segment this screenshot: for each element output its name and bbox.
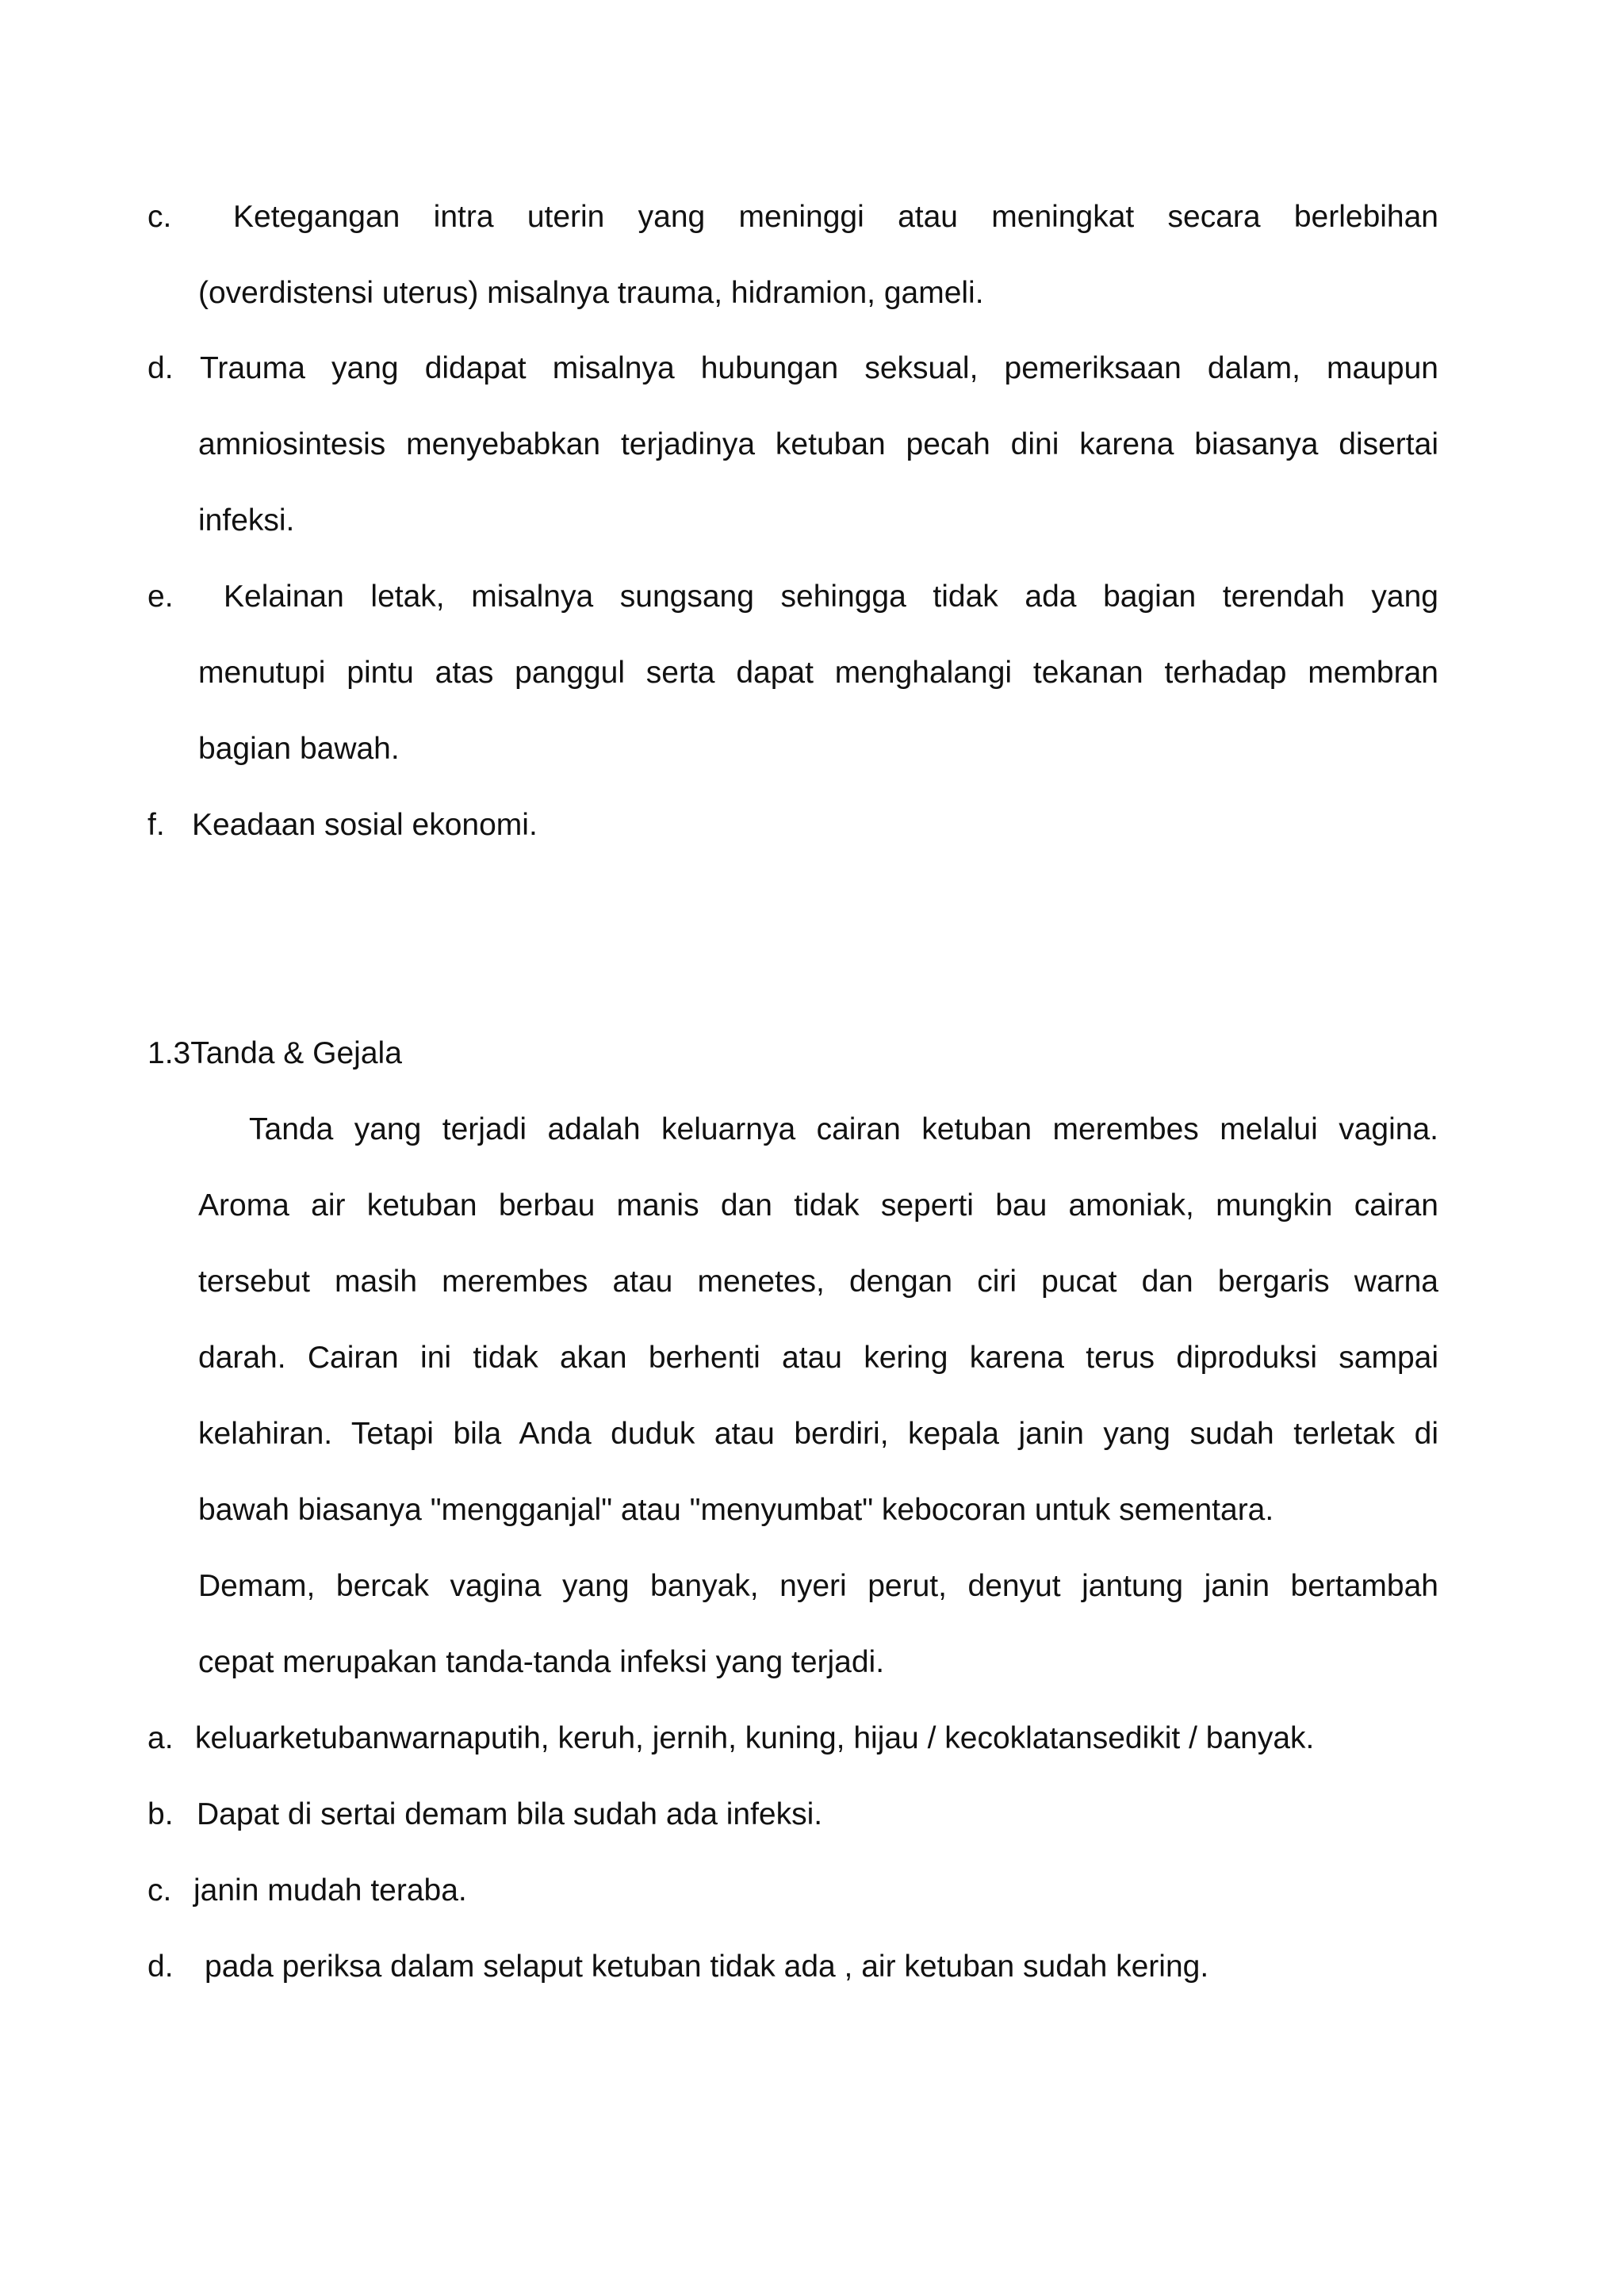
list-item-e-line-1: Kelainan letak, misalnya sungsang sehingga tidak ada bagian terendah yang (224, 580, 1438, 614)
list-marker-f: f. (147, 808, 165, 842)
sign-list-marker-a: a. (147, 1721, 174, 1755)
sign-list-marker-c: c. (147, 1873, 172, 1908)
paragraph-line-6: bawah biasanya "mengganjal" atau "menyumbat" kebocoran untuk sementara. (198, 1493, 1274, 1527)
list-item-f-line-1: Keadaan sosial ekonomi. (192, 808, 538, 842)
sign-list-item-b: Dapat di sertai demam bila sudah ada infeksi. (197, 1797, 823, 1831)
list-item-d-line-1: Trauma yang didapat misalnya hubungan seksual, pemeriksaan dalam, maupun (200, 351, 1438, 385)
paragraph-line-7: Demam, bercak vagina yang banyak, nyeri perut, denyut jantung janin bertambah (198, 1569, 1438, 1603)
paragraph-line-2: Aroma air ketuban berbau manis dan tidak seperti bau amoniak, mungkin cairan (198, 1188, 1438, 1223)
paragraph-line-3: tersebut masih merembes atau menetes, dengan ciri pucat dan bergaris warna (198, 1265, 1438, 1299)
sign-list-marker-b: b. (147, 1797, 174, 1831)
section-heading: 1.3Tanda & Gejala (147, 1036, 402, 1070)
list-item-d-line-2: amniosintesis menyebabkan terjadinya ketuban pecah dini karena biasanya disertai (198, 427, 1438, 461)
list-item-e-line-2: menutupi pintu atas panggul serta dapat menghalangi tekanan terhadap membran (198, 656, 1438, 690)
list-marker-e: e. (147, 580, 174, 614)
list-item-d-line-3: infeksi. (198, 503, 295, 538)
sign-list-marker-d: d. (147, 1950, 174, 1984)
paragraph-line-8: cepat merupakan tanda-tanda infeksi yang terjadi. (198, 1645, 885, 1679)
list-marker-c: c. (147, 200, 172, 234)
list-item-c-line-2: (overdistensi uterus) misalnya trauma, hidramion, gameli. (198, 276, 984, 310)
list-item-e-line-3: bagian bawah. (198, 732, 400, 766)
sign-list-item-c: janin mudah teraba. (193, 1873, 467, 1908)
paragraph-line-1: Tanda yang terjadi adalah keluarnya cairan ketuban merembes melalui vagina. (249, 1112, 1438, 1146)
paragraph-line-5: kelahiran. Tetapi bila Anda duduk atau berdiri, kepala janin yang sudah terletak di (198, 1417, 1438, 1451)
list-marker-d: d. (147, 351, 174, 385)
sign-list-item-a: keluarketubanwarnaputih, keruh, jernih, kuning, hijau / kecoklatansedikit / banyak. (195, 1721, 1315, 1755)
sign-list-item-d: pada periksa dalam selaput ketuban tidak ada , air ketuban sudah kering. (205, 1950, 1209, 1984)
paragraph-line-4: darah. Cairan ini tidak akan berhenti atau kering karena terus diproduksi sampai (198, 1341, 1438, 1375)
list-item-c-line-1: Ketegangan intra uterin yang meninggi atau meningkat secara berlebihan (233, 200, 1438, 234)
